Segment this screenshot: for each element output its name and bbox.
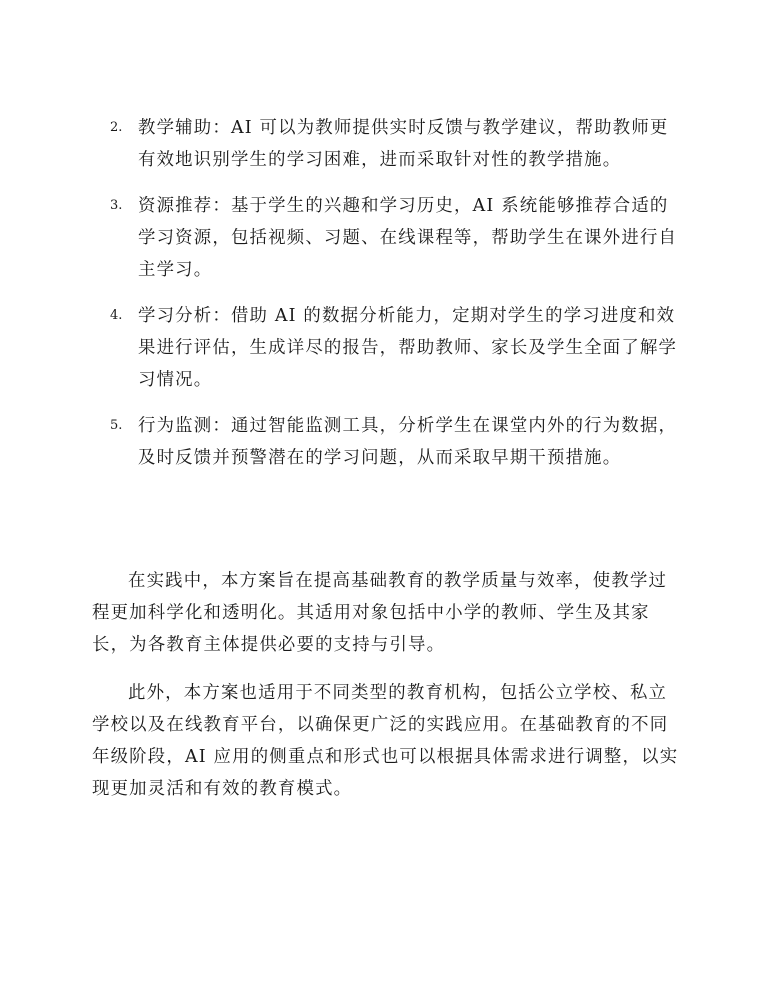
list-item-number: 5. [110, 418, 123, 433]
body-paragraph: 在实践中，本方案旨在提高基础教育的教学质量与效率，使教学过程更加科学化和透明化。其适用对象包括中小学的教师、学生及其家长，为各教育主体提供必要的支持与引导。 [92, 571, 668, 655]
list-item-number: 4. [110, 308, 123, 323]
list-item [110, 410, 680, 474]
numbered-list [110, 112, 680, 488]
list-item [110, 112, 680, 176]
body-paragraph: 此外，本方案也适用于不同类型的教育机构，包括公立学校、私立学校以及在线教育平台，以确保更广泛的实践应用。在基础教育的不同年级阶段，AI 应用的侧重点和形式也可以根据具体需求进行调整，以实现更加灵活和有效的教育模式。 [92, 683, 679, 799]
list-item-text: 资源推荐：基于学生的兴趣和学习历史，AI 系统能够推荐合适的学习资源，包括视频、习题、在线课程等，帮助学生在课外进行自主学习。 [138, 196, 678, 280]
list-item [110, 190, 680, 286]
list-item-number: 2. [110, 120, 123, 135]
list-item-text: 行为监测：通过智能监测工具，分析学生在课堂内外的行为数据，及时反馈并预警潜在的学习问题，从而采取早期干预措施。 [138, 416, 678, 468]
list-item-text: 学习分析：借助 AI 的数据分析能力，定期对学生的学习进度和效果进行评估，生成详尽的报告，帮助教师、家长及学生全面了解学习情况。 [138, 306, 678, 390]
list-item-text: 教学辅助：AI 可以为教师提供实时反馈与教学建议，帮助教师更有效地识别学生的学习困难，进而采取针对性的教学措施。 [138, 118, 669, 170]
list-item-number: 3. [110, 198, 123, 213]
list-item [110, 300, 680, 396]
